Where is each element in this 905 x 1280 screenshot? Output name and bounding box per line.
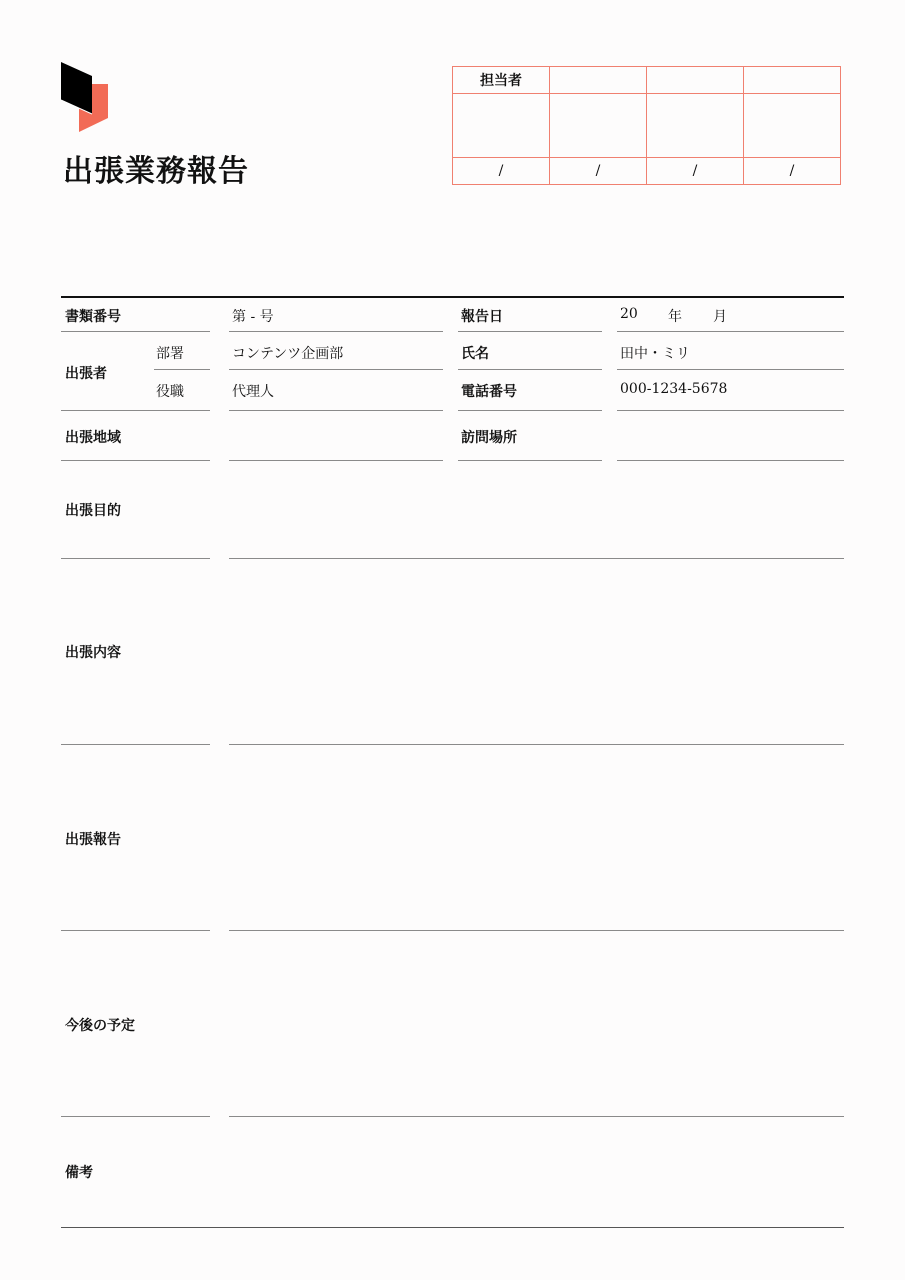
- phone-value[interactable]: 000-1234-5678: [620, 381, 728, 397]
- report-field[interactable]: [232, 754, 842, 924]
- doc-number-value[interactable]: 第 - 号: [232, 309, 274, 325]
- section-divider: [61, 558, 210, 559]
- stamp-date-cell[interactable]: /: [744, 157, 841, 184]
- section-divider: [61, 1116, 210, 1117]
- report-date-label: 報告日: [461, 309, 503, 325]
- stamp-cell[interactable]: [453, 94, 550, 158]
- purpose-label: 出張目的: [65, 503, 121, 519]
- approval-header-cell: [744, 67, 841, 94]
- visit-place-value[interactable]: [620, 427, 840, 447]
- row-divider: [458, 460, 602, 461]
- row-divider: [61, 331, 210, 332]
- section-divider: [61, 930, 210, 931]
- department-value[interactable]: コンテンツ企画部: [232, 346, 344, 362]
- content-field[interactable]: [232, 568, 842, 738]
- approval-header-person-in-charge: 担当者: [453, 67, 550, 94]
- document-title: 出張業務報告: [63, 154, 249, 189]
- row-divider: [617, 410, 844, 411]
- row-divider: [458, 410, 602, 411]
- report-date-year-unit: 年: [668, 309, 682, 325]
- content-label: 出張内容: [65, 645, 121, 661]
- row-divider: [61, 460, 210, 461]
- row-divider: [229, 410, 443, 411]
- row-divider: [229, 331, 443, 332]
- brand-logo-icon: [61, 62, 109, 134]
- stamp-cell[interactable]: [647, 94, 744, 158]
- section-divider: [229, 930, 844, 931]
- report-date-month-unit: 月: [713, 309, 727, 325]
- report-label: 出張報告: [65, 832, 121, 848]
- stamp-date-cell[interactable]: /: [647, 157, 744, 184]
- section-divider: [229, 1116, 844, 1117]
- name-value[interactable]: 田中・ミリ: [620, 346, 690, 362]
- remarks-field[interactable]: [232, 1126, 842, 1221]
- department-label: 部署: [156, 346, 184, 362]
- region-value[interactable]: [232, 427, 442, 447]
- row-divider: [61, 410, 210, 411]
- approval-stamp-table: [452, 66, 841, 185]
- doc-number-label: 書類番号: [65, 309, 121, 325]
- form-bottom-rule: [61, 1227, 844, 1228]
- name-label: 氏名: [461, 346, 489, 362]
- row-divider: [229, 460, 443, 461]
- row-divider: [617, 331, 844, 332]
- row-divider: [617, 460, 844, 461]
- purpose-field[interactable]: [232, 470, 842, 554]
- position-label: 役職: [156, 384, 184, 400]
- traveler-label: 出張者: [65, 366, 107, 382]
- row-divider: [617, 369, 844, 370]
- stamp-date-cell[interactable]: /: [453, 157, 550, 184]
- phone-label: 電話番号: [461, 384, 517, 400]
- visit-place-label: 訪問場所: [461, 430, 517, 446]
- report-date-year-prefix[interactable]: 20: [620, 306, 638, 322]
- section-divider: [229, 744, 844, 745]
- remarks-label: 備考: [65, 1165, 93, 1181]
- row-divider: [458, 331, 602, 332]
- approval-header-cell: [550, 67, 647, 94]
- section-divider: [61, 744, 210, 745]
- form-top-rule: [61, 296, 844, 298]
- row-divider: [458, 369, 602, 370]
- future-plan-label: 今後の予定: [65, 1018, 135, 1034]
- position-value[interactable]: 代理人: [232, 384, 274, 400]
- approval-header-cell: [647, 67, 744, 94]
- future-plan-field[interactable]: [232, 940, 842, 1110]
- region-label: 出張地域: [65, 430, 121, 446]
- stamp-cell[interactable]: [550, 94, 647, 158]
- stamp-cell[interactable]: [744, 94, 841, 158]
- stamp-date-cell[interactable]: /: [550, 157, 647, 184]
- row-divider: [154, 369, 210, 370]
- section-divider: [229, 558, 844, 559]
- row-divider: [229, 369, 443, 370]
